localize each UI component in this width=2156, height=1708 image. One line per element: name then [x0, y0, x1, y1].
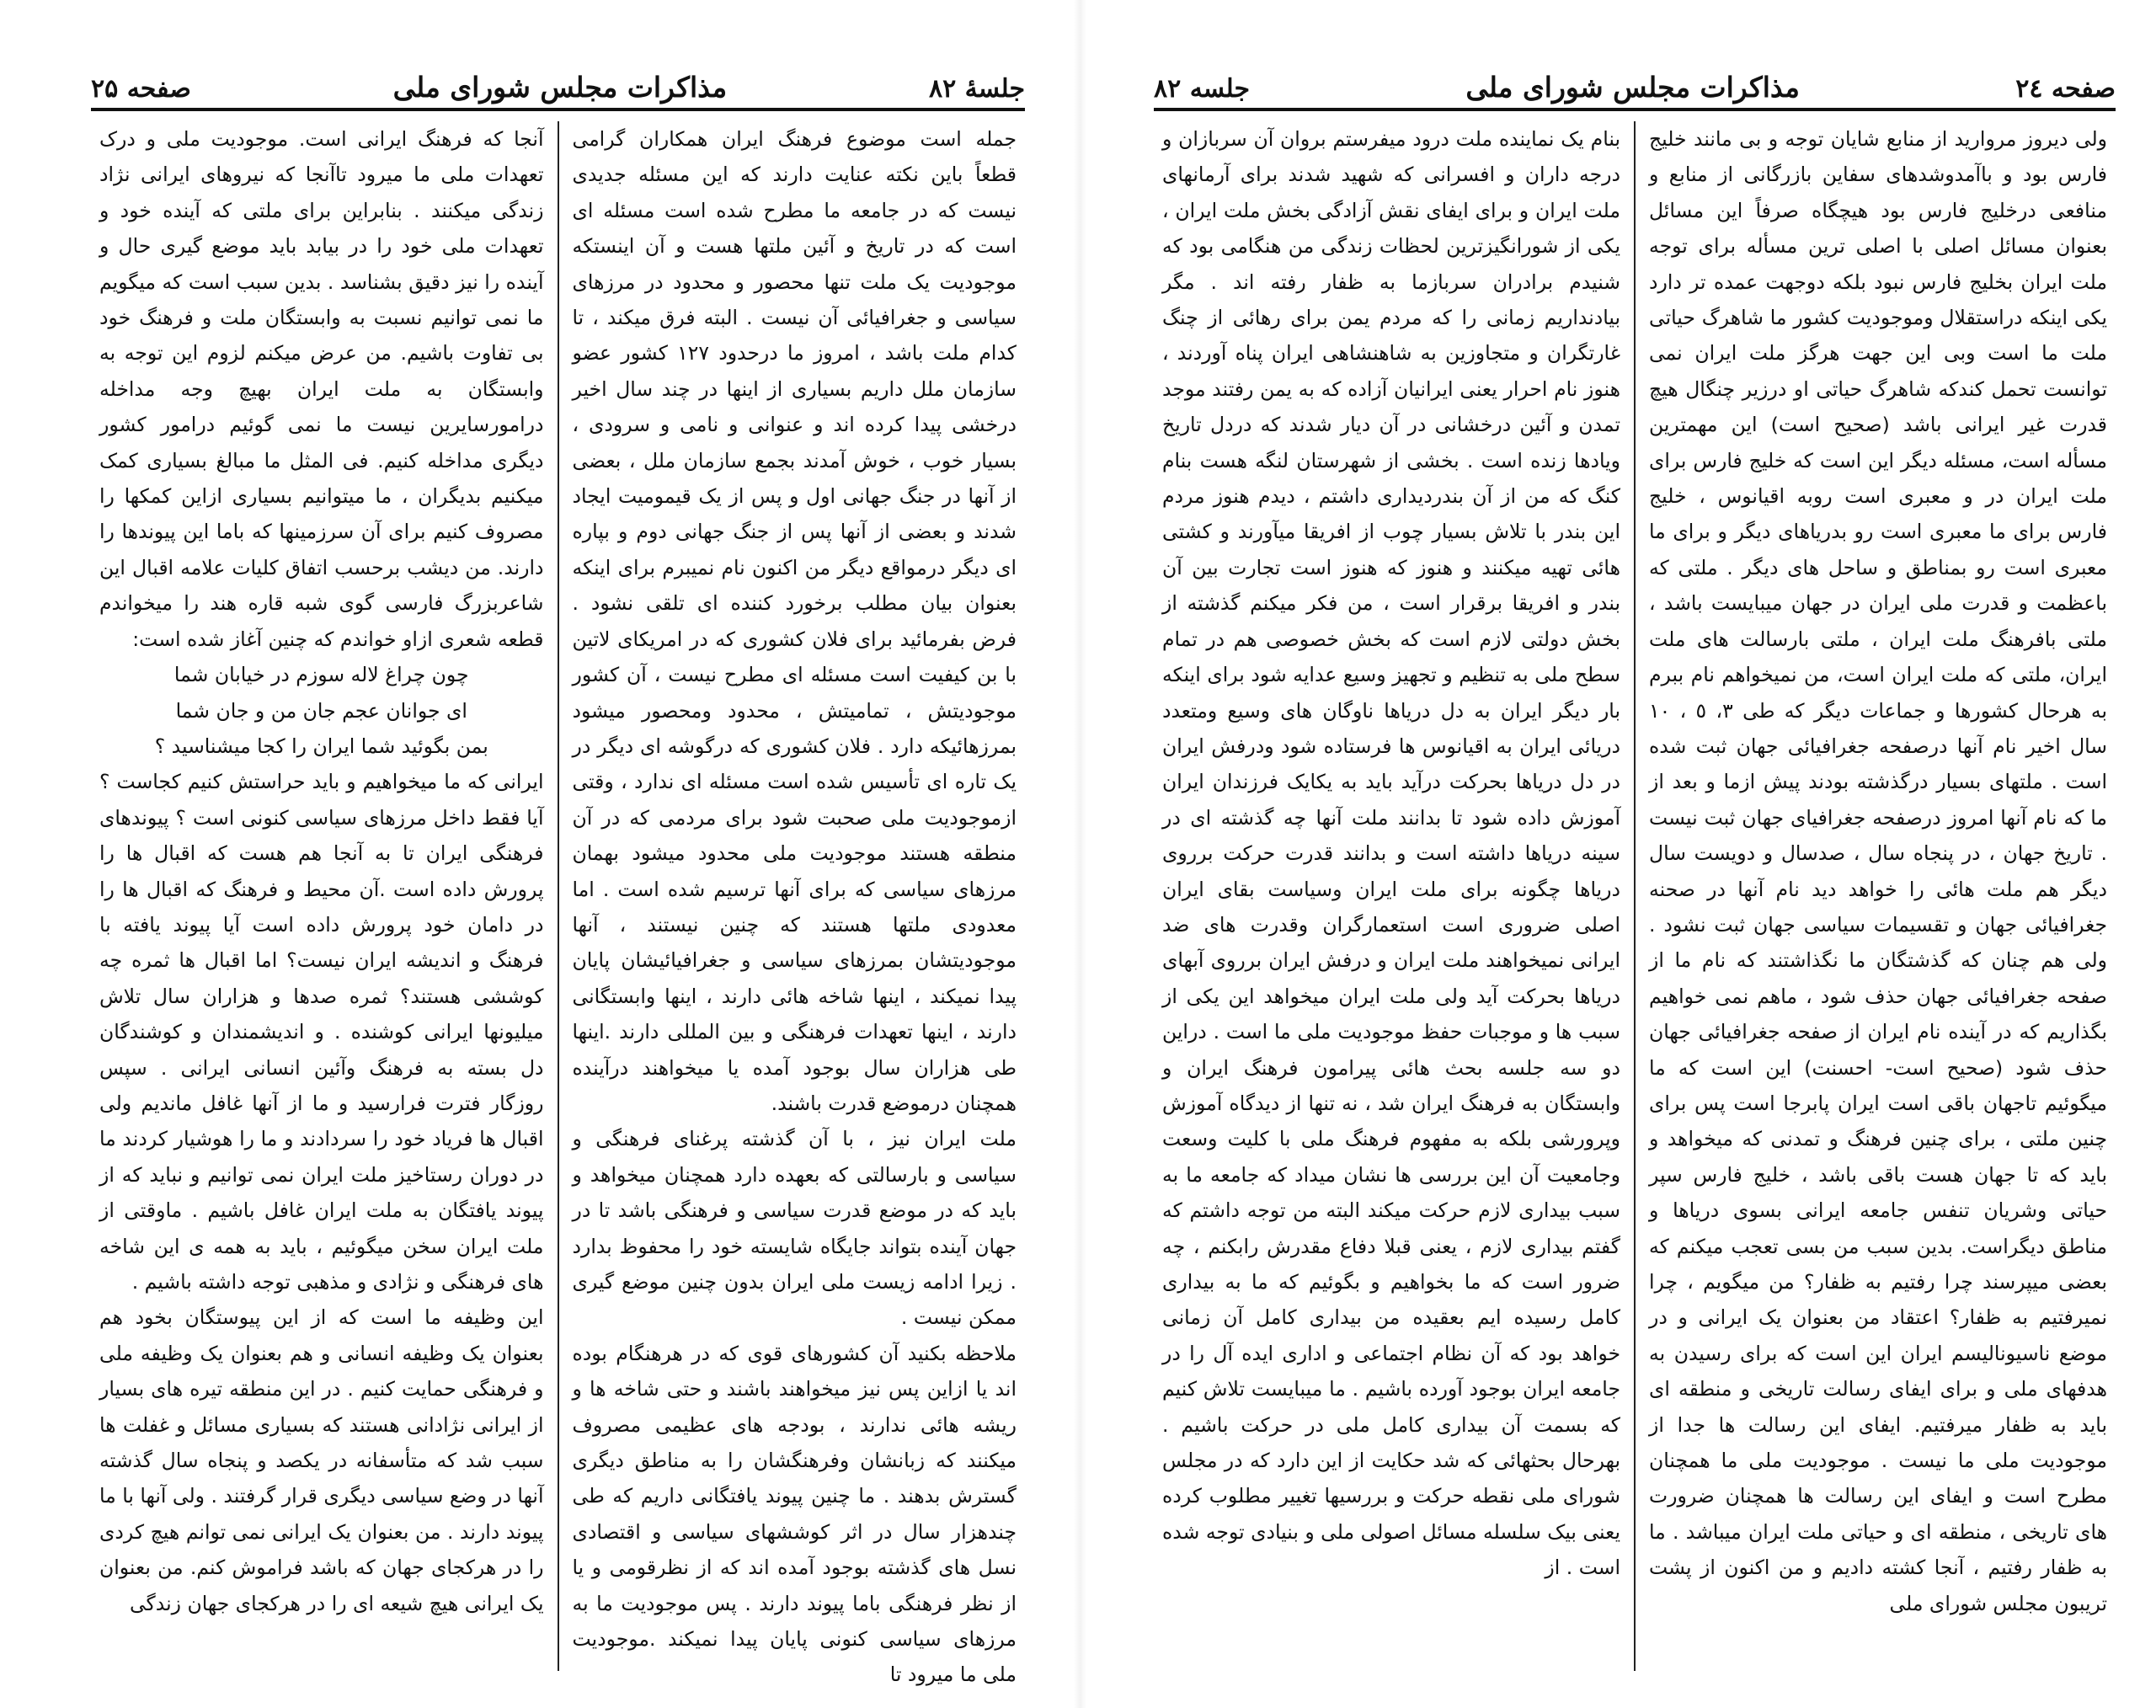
- paragraph: ایرانی که ما میخواهیم و باید حراستش کنیم کجاست ؟ آیا فقط داخل مرزهای سیاسی کنونی است ؟ پیوندهای فرهنگی ایران تا به آنجا هم هست که اقبال ها را پرورش داده است .آن محیط و فرهنگ که اقبال ها را در دامان خود پرورش داده است آیا پیوند یافته با فرهنگ و اندیشه ایران نیست؟ اما اقبال ها ثمره چه کوششی هستند؟ ثمره صدها و هزاران سال تلاش میلیونها ایرانی کوشنده . و اندیشمندان و کوشندگان دل بسته به فرهنگ وآئین انسانی ایرانی . سپس روزگار فترت فرارسید و ما از آنها غافل ماندیم ولی اقبال ها فریاد خود را سردادند و ما را هوشیار کردند ما در دوران رستاخیز ملت ایران نمی توانیم و نباید که از پیوند یافتگان به ملت ایران غافل باشیم . ماوقتی از ملت ایران سخن میگوئیم ، باید به همه ی این شاخه های فرهنگی و نژادی و مذهبی توجه داشته باشیم .: [99, 770, 544, 1294]
- right-page-header: [1154, 69, 2116, 106]
- book-gutter: [1074, 0, 1086, 1708]
- right-page: [1086, 0, 2156, 1708]
- paragraph: ملاحظه بکنید آن کشورهای قوی که در هرهنگام بوده اند یا ازاین پس نیز میخواهند باشند و حتی شاخه ها و ریشه هائی ندارند ، بودجه های عظیمی مصروف میکنند که زبانشان وفرهنگشان را به مناطق دیگری گسترش بدهند . ما چنین پیوند یافتگانی داریم که طی چندهزار سال در اثر کوششهای سیاسی و اقتصادی نسل های گذشته بوجود آمده اند که از نظرقومی و یا از نظر فرهنگی باما پیوند دارند . پس موجودیت ما به مرزهای سیاسی کنونی پایان پیدا نمیکند .موجودیت ملی ما میرود تا: [572, 1341, 1017, 1687]
- right-page-session: جلسه ۸۲: [1154, 74, 1251, 104]
- right-page-number: صفحه ۲٤: [2015, 74, 2116, 104]
- poem-verse: ای جوانان عجم جان من و جان شما: [175, 698, 467, 723]
- left-page-columns: [91, 121, 1025, 1687]
- paragraph: بمن بگوئید شما ایران را کجا میشناسید ؟: [154, 734, 488, 758]
- paragraph: ولی دیروز مروارید از منابع شایان توجه و بی مانند خلیج فارس بود و باآمدوشدهای سفاین بازرگانی از منابع و منافعی درخلیج فارس بود هیچگاه صرفاً این مسائل بعنوان مسائل اصلی با اصلی ترین مسأله برای توجه ملت ایران بخلیج فارس نبود بلکه دوجهت عمده تر دارد یکی اینکه دراستقلال وموجودیت کشور ما شاهرگ حیاتی ملت ما است وبی این جهت هرگز ملت ایران نمی توانست تحمل کندکه شاهرگ حیاتی او درزیر چنگال هیچ قدرت غیر ایرانی باشد (صحیح است) این مهمترین مسأله است، مسئله دیگر این است که خلیج فارس برای ملت ایران در و معبری است روبه اقیانوس ، خلیج فارس برای ما معبری است رو بدریاهای دیگر و برای ما معبری است رو بمناطق و ساحل های دیگر . ملتی که باعظمت و قدرت ملی ایران در جهان میبایست باشد ، ملتی بافرهنگ ملت ایران ، ملتی بارسالت های ملت ایران، ملتی که ملت ایران است، من نمیخواهم نام ببرم به هرحال کشورها و جماعات دیگر که طی ۳، ٥ ، ۱۰ سال اخیر نام آنها درصفحه جغرافیائی جهان ثبت شده است . ملتهای بسیار درگذشته بودند پیش ازما و بعد از ما که نام آنها امروز درصفحه جغرافیای جهان ثبت نیست . تاریخ جهان ، در پنجاه سال ، صدسال و دویست سال دیگر هم ملت هائی را خواهد دید نام آنها در صحنه جغرافیائی جهان و تقسیمات سیاسی جهان ثبت نشود . ولی هم چنان که گذشتگان ما نگذاشتند که نام ما از صفحه جغرافیائی جهان حذف شود ، ماهم نمی خواهیم بگذاریم که در آینده نام ایران از صفحه جغرافیائی جهان حذف شود (صحیح است- احسنت) این است که ما میگوئیم تاجهان باقی است ایران پابرجا است پس برای چنین ملتی ، برای چنین فرهنگ و تمدنی که میخواهد و باید که تا جهان هست باقی باشد ، خلیج فارس سپر حیاتی وشریان تنفس جامعه ایرانی بسوی دریاها و مناطق دیگراست. بدین سبب من بسی تعجب میکنم که بعضی میپرسند چرا رفتیم به ظفار؟ من میگویم ، چرا نمیرفتیم به ظفار؟ اعتقاد من بعنوان یک ایرانی و در موضع ناسیونالیسم ایران این است که برای رسیدن به هدفهای ملی و برای ایفای رسالت تاریخی و منطقه ای باید به ظفار میرفتیم. ایفای این رسالت ها جدا از موجودیت ملی ما نیست . موجودیت ملی ما همچنان مطرح است و ایفای این رسالت ها همچنان ضرورت های تاریخی ، منطقه ای و حیاتی ملت ایران میباشد . ما به ظفار رفتیم ، آنجا کشته دادیم و من اکنون از پشت تریبون مجلس شورای ملی: [1649, 127, 2107, 1615]
- paragraph: این وظیفه ما است که از این پیوستگان بخود هم بعنوان یک وظیفه انسانی و هم بعنوان یک وظیفه ملی و فرهنگی حمایت کنیم . در این منطقه تیره های بسیار از ایرانی نژادانی هستند که بسیاری مسائل و غفلت ها سبب شد که متأسفانه در یکصد و پنجاه سال گذشته آنها در وضع سیاسی دیگری قرار گرفتند . ولی آنها با ما پیوند دارند . من بعنوان یک ایرانی نمی توانم هیچ کردی را در هرکجای جهان که باشد فراموش کنم. من بعنوان یک ایرانی هیچ شیعه ای را در هرکجای جهان زندگی: [99, 1305, 544, 1615]
- right-page-title: مذاکرات مجلس شورای ملی: [1465, 71, 1800, 104]
- right-page-outer-column: [1641, 121, 2116, 1671]
- paragraph: آنجا که فرهنگ ایرانی است. موجودیت ملی و درک تعهدات ملی ما میرود تاآنجا که نیروهای ایرانی نژاد زندگی میکنند . بنابراین برای ملتی که آینده خود و تعهدات ملی خود را در بیابد باید موضع گیری حال و آینده را نیز دقیق بشناسد . بدین سبب است که میگویم ما نمی توانیم نسبت به وابستگان ملت و فرهنگ خود بی تفاوت باشیم. من عرض میکنم لزوم این توجه به وابستگان به ملت ایران بهیچ وجه مداخله درامورسایرین نیست ما نمی گوئیم درامور کشور دیگری مداخله کنیم. فی المثل ما مبالغ بسیاری کمک میکنیم بدیگران ، ما میتوانیم بسیاری ازاین کمکها را مصروف کنیم برای آن سرزمینها که باما این پیوندها را دارند. من دیشب برحسب اتفاق کلیات علامه اقبال این شاعربزرگ فارسی گوی شبه قاره هند را میخواندم قطعه شعری ازاو خواندم که چنین آغاز شده است:: [99, 127, 544, 651]
- paragraph: جمله است موضوع فرهنگ ایران همکاران گرامی قطعاً باین نکته عنایت دارند که این مسئله جدیدی نیست که در جامعه ما مطرح شده است مسئله ای است که در تاریخ و آئین ملتها هست و آن اینستکه موجودیت یک ملت تنها محصور و محدود در مرزهای سیاسی و جغرافیائی آن نیست . البته فرق میکند ، تا کدام ملت باشد ، امروز ما درحدود ۱۲۷ کشور عضو سازمان ملل داریم بسیاری از اینها در چند سال اخیر درخشی پیدا کرده اند و عنوانی و نامی و سرودی ، بسیار خوب ، خوش آمدند بجمع سازمان ملل ، بعضی از آنها در جنگ جهانی اول و پس از یک قیمومیت ایجاد شدند و بعضی از آنها پس از جنگ جهانی دوم و بپاره ای دیگر درمواقع دیگر من اکنون نام نمیبرم برای اینکه بعنوان بیان مطلب برخورد کننده ای تلقی نشود . فرض بفرمائید برای فلان کشوری که در امریکای لاتین با بن کیفیت است مسئله ای مطرح نیست ، آن کشور موجودیتش ، تمامیتش ، محدود ومحصور میشود بمرزهائیکه دارد . فلان کشوری که درگوشه ای دیگر در یک تاره ای تأسیس شده است مسئله ای ندارد ، وقتی ازموجودیت ملی صحبت شود برای مردمی که در آن منطقه هستند موجودیت ملی محدود میشود بهمان مرزهای سیاسی که برای آنها ترسیم شده است . اما معدودی ملتها هستند که چنین نیستند ، آنها موجودیتشان بمرزهای سیاسی و جغرافیائیشان پایان پیدا نمیکند ، اینها شاخه هائی دارند ، اینها وابستگانی دارند ، اینها تعهدات فرهنگی و بین المللی دارند .اینها طی هزاران سال بوجود آمده یا میخواهند درآینده همچنان درموضع قدرت باشند.: [572, 127, 1017, 1115]
- right-page-inner-column: [1154, 121, 1629, 1671]
- right-page-columns: [1154, 121, 2116, 1671]
- header-rule: [1154, 108, 2116, 111]
- left-page-number: صفحه ۲۵: [91, 74, 191, 104]
- poem-verse: چون چراغ لاله سوزم در خیابان شما: [173, 663, 469, 687]
- column-divider: [558, 121, 559, 1671]
- left-page-header: [91, 69, 1025, 106]
- left-page-inner-column: [564, 121, 1026, 1687]
- left-page: [0, 0, 1074, 1708]
- left-page-session: جلسهٔ ۸۲: [928, 74, 1025, 104]
- left-page-title: مذاکرات مجلس شورای ملی: [392, 71, 728, 104]
- header-rule: [91, 108, 1025, 111]
- paragraph: ملت ایران نیز ، با آن گذشته پرغنای فرهنگی و سیاسی و بارسالتی که بعهده دارد همچنان میخواهد و باید که در موضع قدرت سیاسی و فرهنگی باشد تا در جهان آینده بتواند جایگاه شایسته خود را محفوظ بدارد . زیرا ادامه زیست ملی ایران بدون چنین موضع گیری ممکن نیست .: [572, 1127, 1017, 1330]
- left-page-outer-column: [91, 121, 552, 1671]
- column-divider: [1634, 121, 1636, 1671]
- paragraph: بنام یک نماینده ملت درود میفرستم بروان آن سربازان و درجه داران و افسرانی که شهید شدند برای آرمانهای ملت ایران و برای ایفای نقش آزادگی بخش ملت ایران ، یکی از شورانگیزترین لحظات زندگی من هنگامی بود که شنیدم برادران سربازما به ظفار رفته اند . مگر بیادنداریم زمانی را که مردم یمن برای رهائی از چنگ غارتگران و متجاوزین به شاهنشاهی ایران پناه آوردند ، هنوز نام احرار یعنی ایرانیان آزاده که به یمن رفتند موجد تمدن و آئین درخشانی در آن دیار شدند که دردل تاریخ ویادها زنده است . بخشی از شهرستان لنگه هست بنام کنگ که من از آن بندردیداری داشتم ، دیدم هنوز مردم این بندر با تلاش بسیار چوب از افریقا میآورند و کشتی هائی تهیه میکنند و هنوز که هنوز است تجارت بین آن بندر و افریقا برقرار است ، من فکر میکنم گذشته از بخش دولتی لازم است که بخش خصوصی هم در تمام سطح ملی به تنظیم و تجهیز وسیع عدایه شود برای اینکه بار دیگر ایران به دل دریاها ناوگان های وسیع ومتعدد دریائی ایران به اقیانوس ها فرستاده شود ودرفش ایران در دل دریاها بحرکت درآید باید به یکایک فرزندان ایران آموزش داده شود تا بدانند ملت آنها چه گذشته ای در سینه دریاها داشته است و بدانند قدرت حرکت برروی دریاها چگونه برای ملت ایران وسیاست بقای ایران اصلی ضروری است استعمارگران وقدرت های ضد ایرانی نمیخواهند ملت ایران و درفش ایران برروی آبهای دریاها بحرکت آید ولی ملت ایران میخواهد این یکی از سبب ها و موجبات حفظ موجودیت ملی ما است . دراین دو سه جلسه بحث هائی پیرامون فرهنگ ایران و وابستگان به فرهنگ ایران شد ، نه تنها از دیدگاه آموزش وپرورشی بلکه به مفهوم فرهنگ ملی با کلیت وسعت وجامعیت آن این بررسی ها نشان میداد که جامعه ما به سبب بیداری لازم حرکت میکند البته من توجه داشتم که گفتم بیداری لازم ، یعنی قبلا دفاع مقدرش رابکنم ، چه ضرور است که ما بخواهیم و بگوئیم که ما به بیداری کامل رسیده ایم بعقیده من بیداری کامل آن زمانی خواهد بود که آن نظام اجتماعی و اداری ایده آل را در جامعه ایران بوجود آورده باشیم . ما میبایست تلاش کنیم که بسمت آن بیداری کامل ملی در حرکت باشیم . بهرحال بحثهائی که شد حکایت از این دارد که در مجلس شورای ملی نقطه حرکت و بررسیها تغییر مطلوب کرده یعنی بیک سلسله مسائل اصولی ملی و بنیادی توجه شده است . از: [1162, 127, 1620, 1580]
